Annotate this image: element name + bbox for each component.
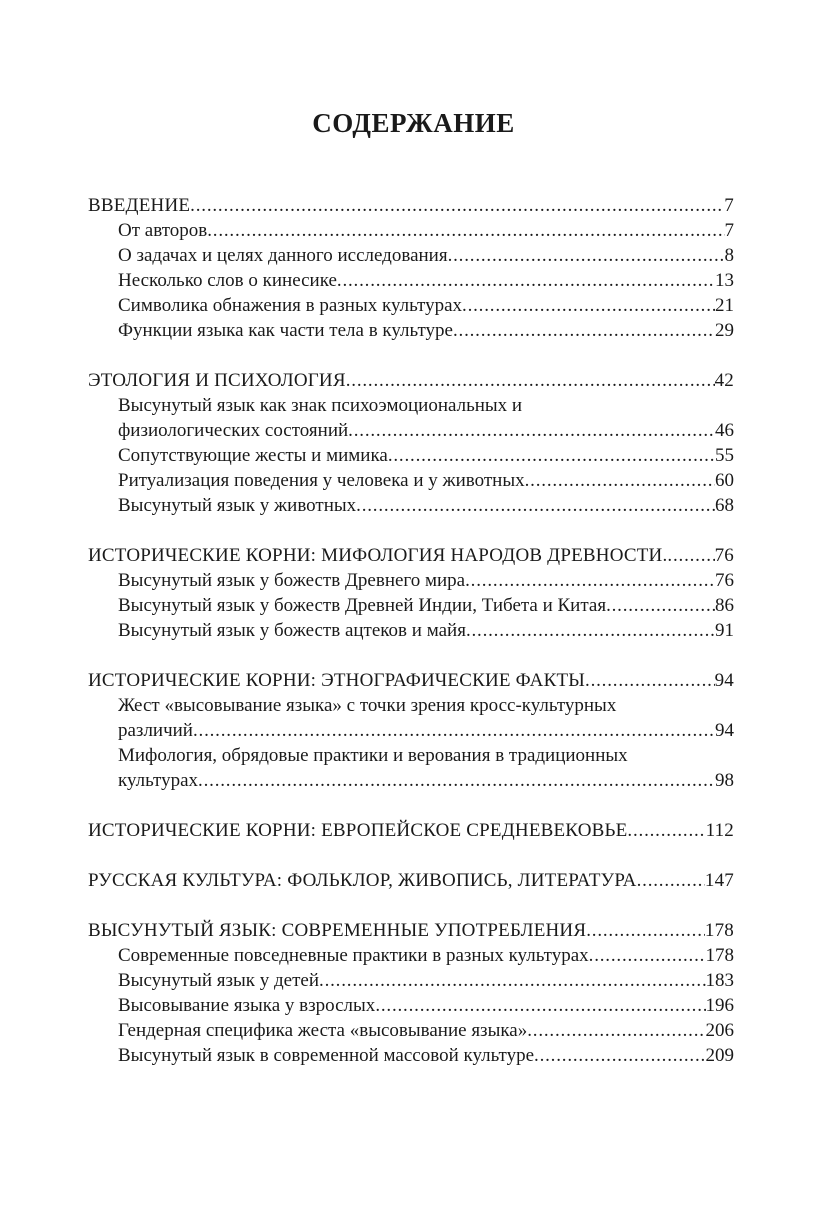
toc-entry-label: РУССКАЯ КУЛЬТУРА: ФОЛЬКЛОР, ЖИВОПИСЬ, ЛИТЕРАТУРА: [88, 870, 637, 891]
toc-page-number: 29: [715, 320, 734, 341]
dot-leader: [207, 218, 724, 243]
dot-leader: [586, 918, 705, 943]
dot-leader: [585, 668, 715, 693]
toc-page-number: 68: [715, 495, 734, 516]
toc-subentry-first-line[interactable]: [88, 393, 734, 418]
dot-leader: [465, 568, 715, 593]
toc-section-entry[interactable]: [88, 818, 734, 843]
toc-entry-label: Мифология, обрядовые практики и верования в традиционных: [118, 745, 628, 766]
dot-leader: [466, 618, 715, 643]
dot-leader: [462, 293, 715, 318]
toc-section-entry[interactable]: [88, 193, 734, 218]
toc-entry-label: Высунутый язык у божеств Древней Индии, Тибета и Китая: [118, 595, 607, 616]
dot-leader: [667, 543, 714, 568]
toc-entry-label: ИСТОРИЧЕСКИЕ КОРНИ: ЭТНОГРАФИЧЕСКИЕ ФАКТЫ: [88, 670, 586, 691]
page-title: СОДЕРЖАНИЕ: [312, 108, 515, 138]
toc-page-number: 178: [704, 920, 734, 941]
toc-section-entry[interactable]: [88, 368, 734, 393]
toc-page-number: 42: [714, 370, 734, 391]
table-of-contents: [88, 193, 734, 1068]
toc-page-number: 147: [704, 870, 734, 891]
dot-leader: [534, 1043, 705, 1068]
toc-entry-label: Ритуализация поведения у человека и у животных: [118, 470, 525, 491]
toc-entry-label: ВВЕДЕНИЕ: [88, 195, 191, 216]
toc-subentry[interactable]: [88, 493, 734, 518]
toc-page-number: 8: [724, 245, 734, 266]
toc-entry-label: Несколько слов о кинесике: [118, 270, 337, 291]
toc-entry-label: ЭТОЛОГИЯ И ПСИХОЛОГИЯ: [88, 370, 346, 391]
toc-section-entry[interactable]: [88, 918, 734, 943]
toc-subentry[interactable]: [88, 718, 734, 743]
toc-entry-label: Высунутый язык у божеств Древнего мира: [118, 570, 466, 591]
toc-entry-label: От авторов: [118, 220, 208, 241]
dot-leader: [193, 718, 715, 743]
dot-leader: [190, 193, 724, 218]
dot-leader: [448, 243, 725, 268]
toc-entry-label: физиологических состояний: [118, 420, 349, 441]
toc-entry-label: Сопутствующие жесты и мимика: [118, 445, 388, 466]
toc-page-number: 206: [705, 1020, 734, 1041]
toc-subentry[interactable]: [88, 593, 734, 618]
toc-page-number: 98: [715, 770, 734, 791]
toc-entry-label: культурах: [118, 770, 199, 791]
toc-subentry[interactable]: [88, 218, 734, 243]
toc-subentry-first-line[interactable]: [88, 743, 734, 768]
toc-page-number: 13: [715, 270, 734, 291]
toc-entry-label: Высунутый язык у божеств ацтеков и майя: [118, 620, 466, 641]
toc-entry-label: Современные повседневные практики в разных культурах: [118, 945, 589, 966]
toc-page-number: 94: [714, 670, 734, 691]
toc-subentry[interactable]: [88, 418, 734, 443]
dot-leader: [356, 493, 715, 518]
dot-leader: [606, 593, 715, 618]
dot-leader: [589, 943, 706, 968]
toc-page-number: 7: [724, 195, 734, 216]
toc-entry-label: Высунутый язык как знак психоэмоциональных и: [118, 395, 523, 416]
toc-subentry[interactable]: [88, 243, 734, 268]
toc-subentry[interactable]: [88, 568, 734, 593]
toc-page-number: 46: [715, 420, 734, 441]
dot-leader: [375, 993, 705, 1018]
toc-entry-label: Функции языка как части тела в культуре: [118, 320, 453, 341]
toc-page-number: 55: [715, 445, 734, 466]
dot-leader: [198, 768, 715, 793]
dot-leader: [348, 418, 715, 443]
toc-subentry[interactable]: [88, 443, 734, 468]
toc-page-number: 209: [705, 1045, 734, 1066]
toc-entry-label: Высовывание языка у взрослых: [118, 995, 376, 1016]
toc-page-number: 91: [715, 620, 734, 641]
toc-entry-label: ИСТОРИЧЕСКИЕ КОРНИ: МИФОЛОГИЯ НАРОДОВ ДРЕВНОСТИ.: [88, 545, 668, 566]
toc-subentry-first-line[interactable]: [88, 693, 734, 718]
toc-entry-label: Жест «высовывание языка» с точки зрения кросс-культурных: [118, 695, 617, 716]
toc-entry-label: различий: [118, 720, 193, 741]
toc-entry-label: ВЫСУНУТЫЙ ЯЗЫК: СОВРЕМЕННЫЕ УПОТРЕБЛЕНИЯ: [88, 920, 587, 941]
toc-subentry[interactable]: [88, 993, 734, 1018]
dot-leader: [319, 968, 705, 993]
toc-subentry[interactable]: [88, 468, 734, 493]
dot-leader: [453, 318, 715, 343]
toc-subentry[interactable]: [88, 943, 734, 968]
toc-subentry[interactable]: [88, 768, 734, 793]
dot-leader: [525, 468, 715, 493]
toc-entry-label: Высунутый язык у детей: [118, 970, 320, 991]
dot-leader: [627, 818, 705, 843]
toc-page-number: 76: [715, 570, 734, 591]
toc-page-number: 7: [724, 220, 734, 241]
toc-entry-label: Высунутый язык в современной массовой культуре: [118, 1045, 535, 1066]
toc-subentry[interactable]: [88, 1043, 734, 1068]
toc-entry-label: Гендерная специфика жеста «высовывание языка»: [118, 1020, 528, 1041]
toc-subentry[interactable]: [88, 618, 734, 643]
toc-entry-label: ИСТОРИЧЕСКИЕ КОРНИ: ЕВРОПЕЙСКОЕ СРЕДНЕВЕКОВЬЕ: [88, 820, 628, 841]
dot-leader: [346, 368, 715, 393]
toc-subentry[interactable]: [88, 268, 734, 293]
toc-section-entry[interactable]: [88, 543, 734, 568]
toc-entry-label: Символика обнажения в разных культурах: [118, 295, 463, 316]
toc-section-entry[interactable]: [88, 868, 734, 893]
toc-subentry[interactable]: [88, 293, 734, 318]
toc-subentry[interactable]: [88, 318, 734, 343]
toc-page-number: 178: [705, 945, 734, 966]
toc-page-number: 94: [715, 720, 734, 741]
toc-page-number: 76: [714, 545, 734, 566]
dot-leader: [388, 443, 715, 468]
toc-page-number: 86: [715, 595, 734, 616]
dot-leader: [527, 1018, 705, 1043]
toc-page-number: 183: [705, 970, 734, 991]
dot-leader: [337, 268, 715, 293]
toc-section-entry[interactable]: [88, 668, 734, 693]
toc-page-number: 196: [705, 995, 734, 1016]
toc-page-number: 21: [715, 295, 734, 316]
dot-leader: [637, 868, 705, 893]
toc-entry-label: Высунутый язык у животных: [118, 495, 357, 516]
toc-entry-label: О задачах и целях данного исследования: [118, 245, 448, 266]
toc-subentry[interactable]: [88, 1018, 734, 1043]
toc-page-number: 112: [705, 820, 734, 841]
toc-subentry[interactable]: [88, 968, 734, 993]
toc-page-number: 60: [715, 470, 734, 491]
